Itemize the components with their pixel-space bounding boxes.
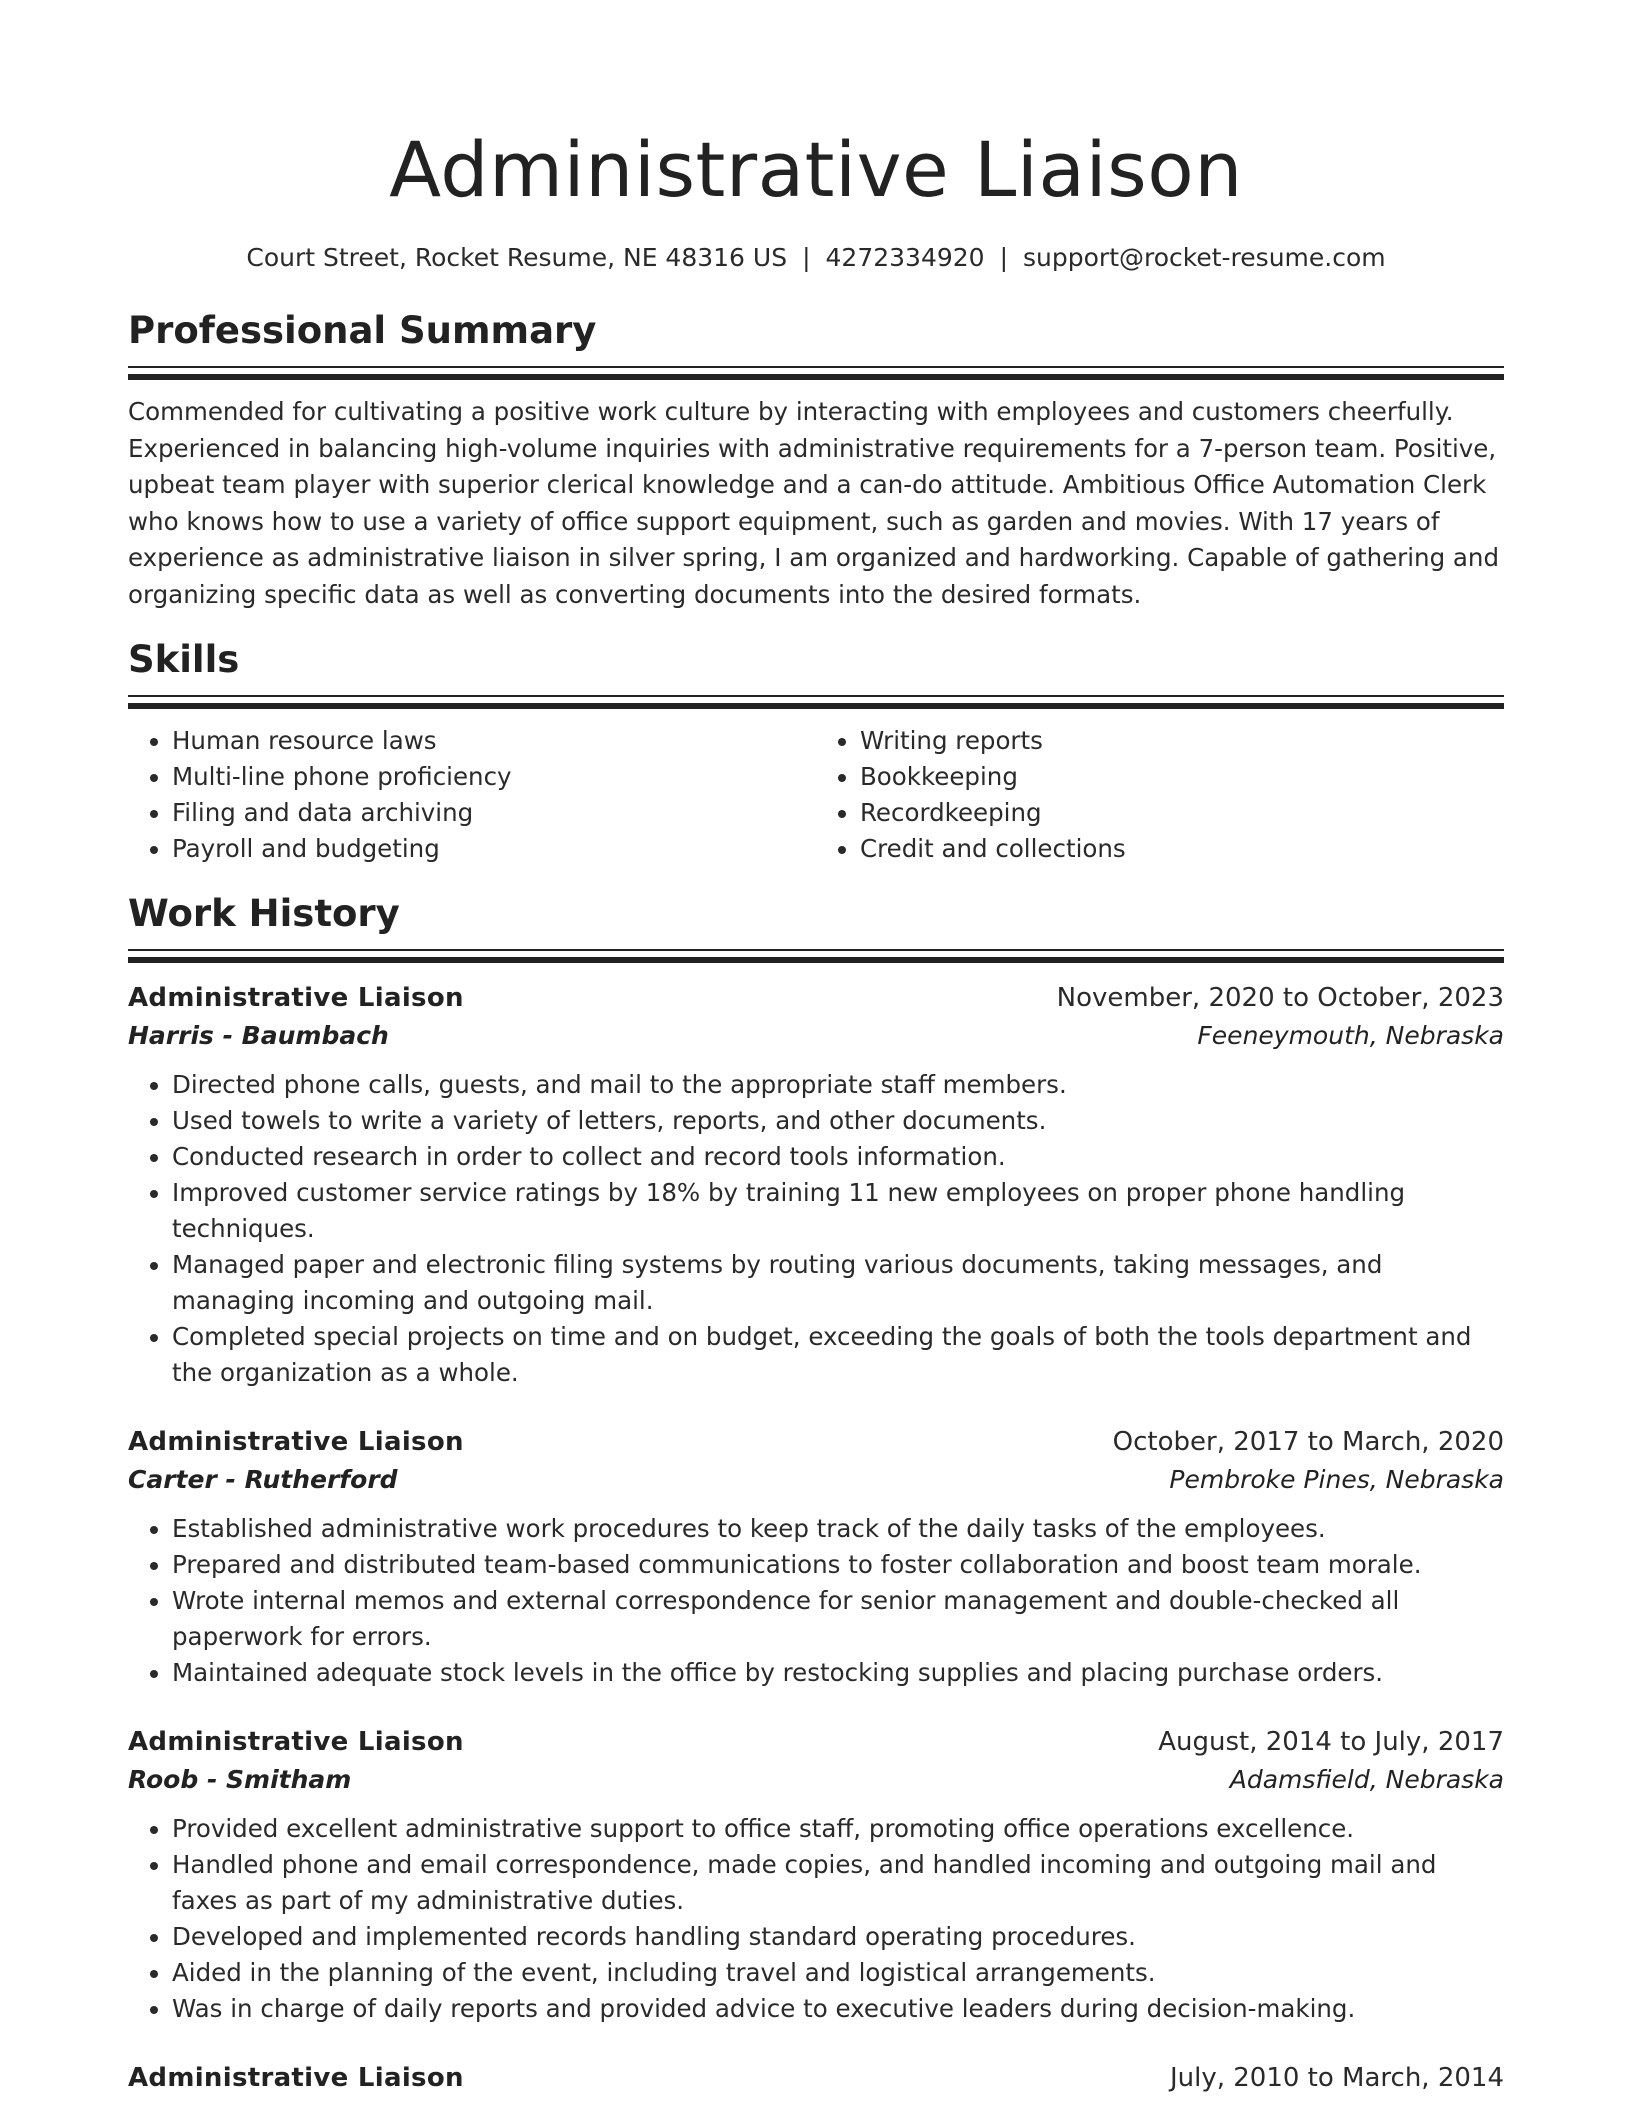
section-divider [128, 949, 1504, 963]
job-bullets [128, 1067, 1504, 1391]
skills-section [128, 637, 1504, 867]
job-bullet: • Directed phone calls, guests, and mail to the appropriate staff members. [172, 1067, 1504, 1103]
work-history-section [128, 891, 1504, 2097]
job-header [128, 1723, 1504, 1761]
job-bullet: • Maintained adequate stock levels in the office by restocking supplies and placing purchase orders. [172, 1655, 1504, 1691]
job-header [128, 2059, 1504, 2097]
job-bullet: • Established administrative work procedures to keep track of the daily tasks of the employees. [172, 1511, 1504, 1547]
skill-item: • Filing and data archiving [172, 795, 816, 831]
job-bullet: • Managed paper and electronic filing systems by routing various documents, taking messages, and managing incoming and outgoing mail. [172, 1247, 1504, 1319]
job-bullets [128, 1811, 1504, 2027]
contact-email: support@rocket-resume.com [1023, 243, 1386, 272]
skill-item: • Bookkeeping [860, 759, 1504, 795]
job-bullet: • Completed special projects on time and on budget, exceeding the goals of both the tools department and the organization as a whole. [172, 1319, 1504, 1391]
job-entry [128, 1723, 1504, 2027]
job-header [128, 979, 1504, 1017]
job-dates: October, 2017 to March, 2020 [1112, 1427, 1504, 1457]
job-title: Administrative Liaison [128, 1427, 464, 1457]
job-company: Harris - Baumbach [128, 1021, 389, 1050]
contact-phone: 4272334920 [825, 243, 985, 272]
summary-heading: Professional Summary [128, 309, 597, 352]
work-history-heading: Work History [128, 892, 400, 935]
summary-section [128, 308, 1504, 613]
job-bullet: • Wrote internal memos and external correspondence for senior management and double-checked all paperwork for errors. [172, 1583, 1504, 1655]
skill-item: • Credit and collections [860, 831, 1504, 867]
job-location: Pembroke Pines, Nebraska [1169, 1465, 1504, 1494]
job-location: Feeneymouth, Nebraska [1197, 1021, 1504, 1050]
job-bullet: • Prepared and distributed team-based communications to foster collaboration and boost team morale. [172, 1547, 1504, 1583]
job-company: Carter - Rutherford [128, 1465, 398, 1494]
summary-text: Commended for cultivating a positive work culture by interacting with employees and customers cheerfully. Experienced in balancing high-volume inquiries with administrative requirements for a 7-person team. Positive, upbeat team player with superior clerical knowledge and a can-do attitude. Ambitious Office Automation Clerk who knows how to use a variety of office support equipment, such as garden and movies. With 17 years of experience as administrative liaison in silver spring, I am organized and hardworking. Capable of gathering and organizing specific data as well as converting documents into the desired formats. [128, 397, 1500, 609]
job-bullet: • Aided in the planning of the event, including travel and logistical arrangements. [172, 1955, 1504, 1991]
job-entry [128, 2059, 1504, 2097]
contact-separator: | [999, 243, 1009, 272]
contact-address: Court Street, Rocket Resume, NE 48316 US [246, 243, 788, 272]
job-dates: July, 2010 to March, 2014 [1169, 2063, 1504, 2093]
job-bullet: • Provided excellent administrative support to office staff, promoting office operations excellence. [172, 1811, 1504, 1847]
skills-heading: Skills [128, 638, 240, 681]
resume-name: Administrative Liaison [389, 125, 1243, 214]
job-bullets [128, 1511, 1504, 1691]
job-bullet: • Was in charge of daily reports and provided advice to executive leaders during decision-making. [172, 1991, 1504, 2027]
skills-list-left [128, 723, 816, 867]
job-dates: November, 2020 to October, 2023 [1056, 983, 1504, 1013]
job-company: Roob - Smitham [128, 1765, 352, 1794]
job-entry [128, 1423, 1504, 1691]
contact-line [128, 241, 1504, 275]
job-subheader [128, 1761, 1504, 1799]
skill-item: • Payroll and budgeting [172, 831, 816, 867]
skills-list-right [816, 723, 1504, 867]
skill-item: • Human resource laws [172, 723, 816, 759]
contact-separator: | [802, 243, 811, 272]
skill-item: • Writing reports [860, 723, 1504, 759]
job-subheader [128, 1461, 1504, 1499]
job-bullet: • Handled phone and email correspondence, made copies, and handled incoming and outgoing mail and faxes as part of my administrative duties. [172, 1847, 1504, 1919]
skill-item: • Multi-line phone proficiency [172, 759, 816, 795]
job-bullet: • Developed and implemented records handling standard operating procedures. [172, 1919, 1504, 1955]
section-divider [128, 695, 1504, 709]
section-divider [128, 366, 1504, 380]
job-bullet: • Conducted research in order to collect and record tools information. [172, 1139, 1504, 1175]
job-entry [128, 979, 1504, 1391]
job-title: Administrative Liaison [128, 983, 464, 1013]
job-bullet: • Used towels to write a variety of letters, reports, and other documents. [172, 1103, 1504, 1139]
skill-item: • Recordkeeping [860, 795, 1504, 831]
job-title: Administrative Liaison [128, 2063, 464, 2093]
job-header [128, 1423, 1504, 1461]
job-title: Administrative Liaison [128, 1727, 464, 1757]
skills-columns [128, 723, 1504, 867]
job-location: Adamsfield, Nebraska [1229, 1765, 1504, 1794]
job-subheader [128, 1017, 1504, 1055]
job-dates: August, 2014 to July, 2017 [1158, 1727, 1504, 1757]
resume-content [128, 0, 1504, 2097]
job-bullet: • Improved customer service ratings by 18% by training 11 new employees on proper phone handling techniques. [172, 1175, 1504, 1247]
